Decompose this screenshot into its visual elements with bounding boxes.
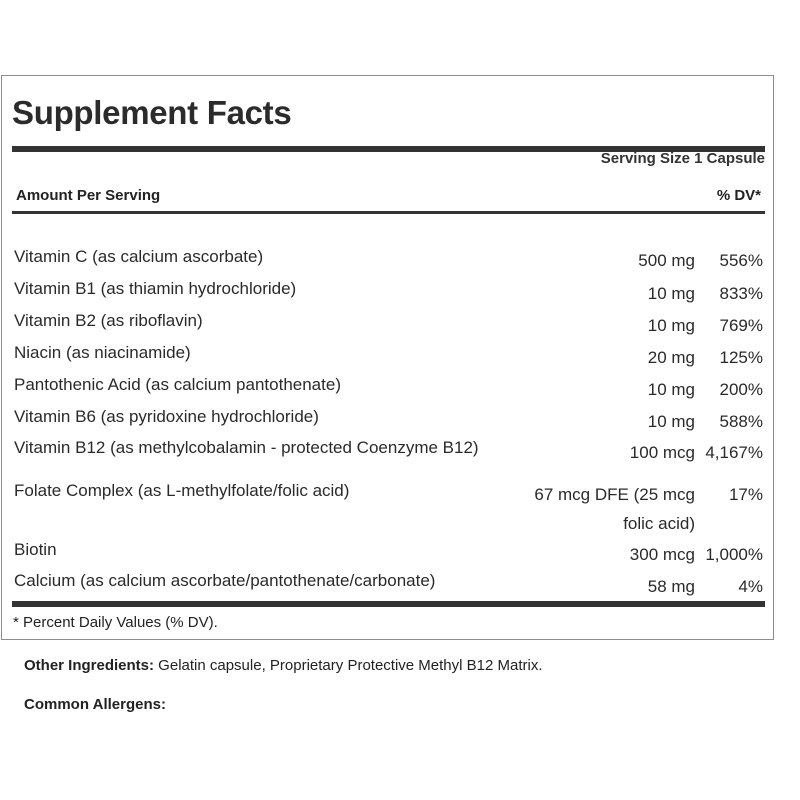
nutrient-name: Vitamin B12 (as methylcobalamin - protected Coenzyme B12) [14,438,479,457]
nutrient-amount: 100 mcg [629,443,695,462]
daily-value-header: % DV* [716,187,761,204]
common-allergens [24,696,166,713]
nutrient-amount: 10 mg [647,412,695,431]
nutrient-amount: 10 mg [647,316,695,335]
nutrient-name: Vitamin B1 (as thiamin hydrochloride) [14,279,297,298]
nutrient-dv: 4% [738,577,763,596]
nutrient-dv: 556% [719,251,763,270]
bottom-divider [12,601,765,607]
nutrient-name: Calcium (as calcium ascorbate/pantothenate/carbonate) [14,571,436,590]
nutrient-amount: 67 mcg DFE (25 mcg [534,485,695,504]
nutrient-amount: 500 mg [638,251,695,270]
nutrient-name: Folate Complex (as L-methylfolate/folic acid) [14,481,350,500]
header-divider [12,211,765,214]
nutrient-dv: 769% [719,316,763,335]
nutrient-dv: 17% [728,485,763,504]
nutrient-name: Vitamin B2 (as riboflavin) [14,311,203,330]
other-ingredients-text: Gelatin capsule, Proprietary Protective Methyl B12 Matrix. [154,657,543,674]
nutrient-name: Pantothenic Acid (as calcium pantothenate) [14,375,341,394]
nutrient-amount: 58 mg [647,577,695,596]
nutrient-amount: 20 mg [647,348,695,367]
nutrient-dv: 1,000% [705,545,763,564]
nutrient-name: Niacin (as niacinamide) [14,343,191,362]
nutrient-dv: 200% [719,380,763,399]
other-ingredients-label: Other Ingredients: [24,657,155,674]
nutrient-amount: 10 mg [647,284,695,303]
amount-per-serving-header: Amount Per Serving [16,187,161,204]
nutrient-amount: 300 mcg [629,545,695,564]
nutrient-dv: 833% [719,284,763,303]
nutrient-name: Vitamin B6 (as pyridoxine hydrochloride) [14,407,319,426]
nutrient-dv: 4,167% [705,443,763,462]
nutrient-dv: 125% [719,348,763,367]
daily-value-footnote: * Percent Daily Values (% DV). [13,614,218,631]
nutrient-amount-continued: folic acid) [623,514,695,533]
serving-size: Serving Size 1 Capsule [600,150,765,167]
nutrient-amount: 10 mg [647,380,695,399]
common-allergens-label: Common Allergens: [24,696,166,713]
nutrient-name: Biotin [14,540,57,559]
label-title: Supplement Facts [12,94,292,131]
other-ingredients [24,657,543,674]
nutrient-name: Vitamin C (as calcium ascorbate) [14,247,264,266]
nutrient-dv: 588% [719,412,763,431]
